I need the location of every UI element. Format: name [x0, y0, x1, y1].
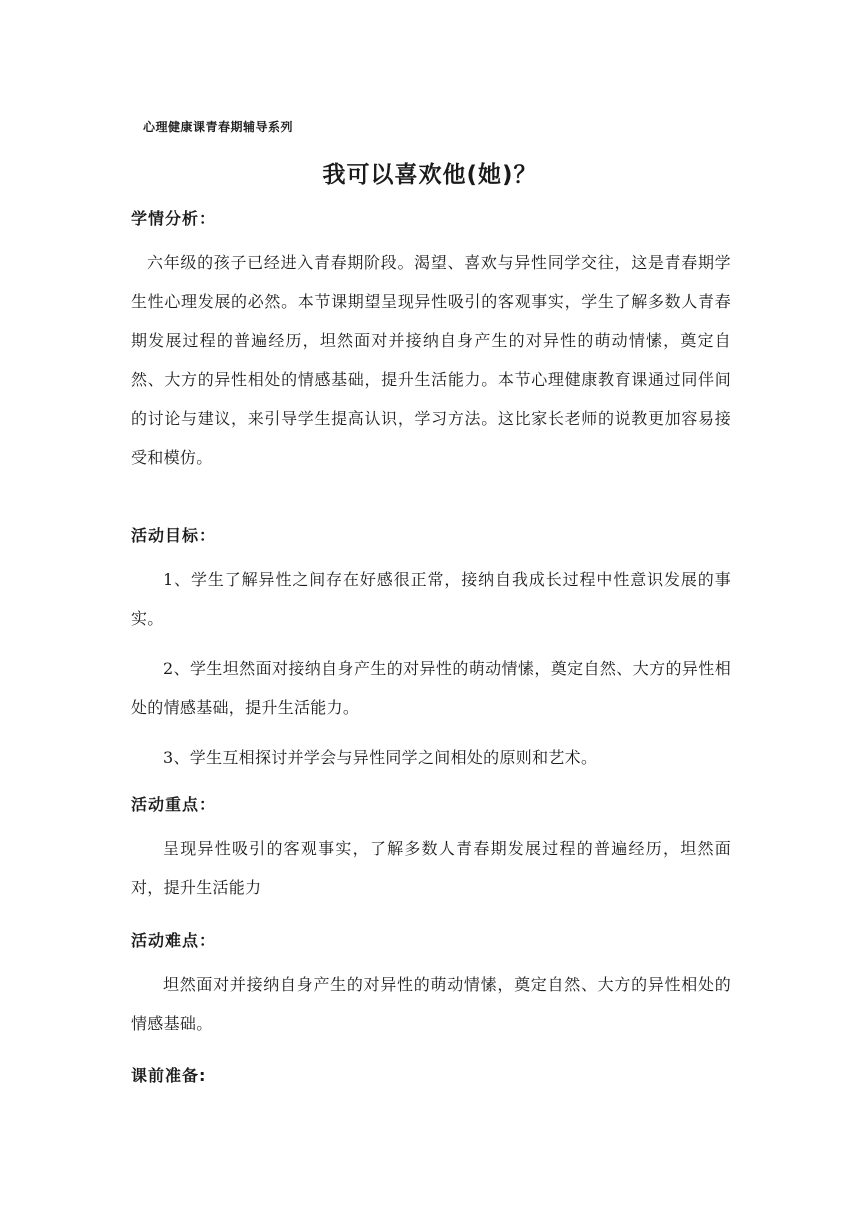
key-points-paragraph: 呈现异性吸引的客观事实，了解多数人青春期发展过程的普遍经历，坦然面对，提升生活能力 [131, 839, 731, 897]
series-label: 心理健康课青春期辅导系列 [143, 120, 294, 134]
analysis-paragraph: 六年级的孩子已经进入青春期阶段。渴望、喜欢与异性同学交往，这是青春期学生性心理发展的必然。本节课期望呈现异性吸引的客观事实，学生了解多数人青春期发展过程的普遍经历，坦然面对并接纳自身产生的对异性的萌动情愫，奠定自然、大方的异性相处的情感基础，提升生活能力。本节心理健康教育课通过同伴间的讨论与建议，来引导学生提高认识，学习方法。这比家长老师的说教更加容易接受和模仿。 [131, 253, 731, 467]
objective-item-1: 1、学生了解异性之间存在好感很正常，接纳自我成长过程中性意识发展的事实。 [131, 570, 731, 628]
section-heading-difficulties: 活动难点： [131, 931, 217, 950]
section-heading-objectives: 活动目标： [131, 526, 217, 545]
document-title: 我可以喜欢他(她)？ [322, 162, 538, 188]
section-heading-key-points: 活动重点： [131, 795, 217, 814]
objective-item-3: 3、学生互相探讨并学会与异性同学之间相处的原则和艺术。 [163, 748, 598, 767]
difficulties-paragraph: 坦然面对并接纳自身产生的对异性的萌动情愫，奠定自然、大方的异性相处的情感基础。 [131, 975, 731, 1033]
objective-item-2: 2、学生坦然面对接纳自身产生的对异性的萌动情愫，奠定自然、大方的异性相处的情感基础，提升生活能力。 [131, 659, 731, 717]
section-heading-analysis: 学情分析： [131, 209, 217, 228]
section-heading-preparation: 课前准备: [131, 1066, 207, 1085]
